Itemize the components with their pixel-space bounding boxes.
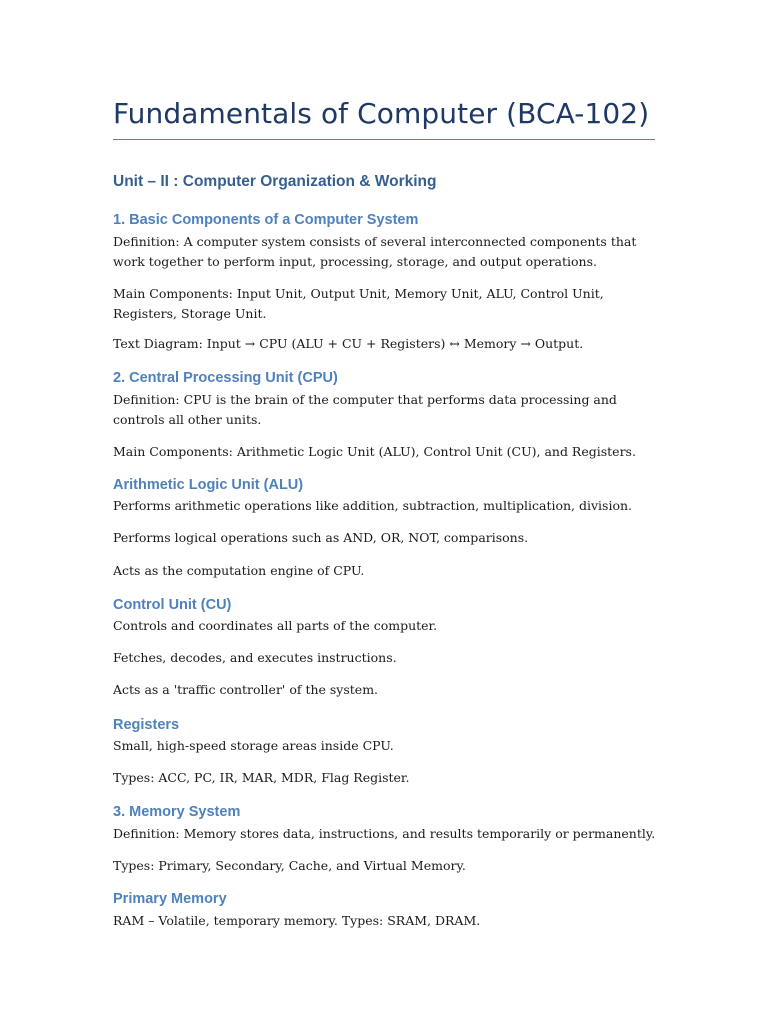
section-heading-cpu: 2. Central Processing Unit (CPU) <box>113 370 338 386</box>
paragraph-cpu-components: Main Components: Arithmetic Logic Unit (ALU), Control Unit (CU), and Registers. <box>113 444 636 459</box>
paragraph-definition-cpu: Definition: CPU is the brain of the computer that performs data processing and controls all other units. <box>113 392 617 427</box>
paragraph-text-diagram: Text Diagram: Input → CPU (ALU + CU + Registers) ↔ Memory → Output. <box>113 336 584 351</box>
paragraph-registers-types: Types: ACC, PC, IR, MAR, MDR, Flag Register. <box>113 770 410 785</box>
paragraph-cu-fetches: Fetches, decodes, and executes instructions. <box>113 650 397 665</box>
section-heading-control-unit: Control Unit (CU) <box>113 597 232 613</box>
section-heading-alu: Arithmetic Logic Unit (ALU) <box>113 477 304 493</box>
document-title: Fundamentals of Computer (BCA-102) <box>113 97 650 130</box>
paragraph-definition-computer-system: Definition: A computer system consists of several interconnected components that work together to perform input, processing, storage, and output operations. <box>113 234 637 269</box>
section-heading-primary-memory: Primary Memory <box>113 891 227 907</box>
paragraph-primary-memory-ram: RAM – Volatile, temporary memory. Types: SRAM, DRAM. <box>113 913 481 928</box>
paragraph-alu-engine: Acts as the computation engine of CPU. <box>113 563 365 578</box>
paragraph-memory-types: Types: Primary, Secondary, Cache, and Virtual Memory. <box>113 858 466 873</box>
paragraph-registers-small: Small, high-speed storage areas inside CPU. <box>113 738 394 753</box>
paragraph-cu-controls: Controls and coordinates all parts of the computer. <box>113 618 438 633</box>
title-underline <box>113 139 655 140</box>
unit-heading: Unit – II : Computer Organization & Working <box>113 173 437 190</box>
section-heading-basic-components: 1. Basic Components of a Computer System <box>113 212 419 228</box>
paragraph-alu-arithmetic: Performs arithmetic operations like addition, subtraction, multiplication, division. <box>113 498 633 513</box>
paragraph-cu-traffic: Acts as a 'traffic controller' of the system. <box>113 682 379 697</box>
section-heading-memory-system: 3. Memory System <box>113 804 241 820</box>
section-heading-registers: Registers <box>113 717 180 733</box>
paragraph-alu-logical: Performs logical operations such as AND, OR, NOT, comparisons. <box>113 530 529 545</box>
paragraph-main-components: Main Components: Input Unit, Output Unit, Memory Unit, ALU, Control Unit, Registers, Storage Unit. <box>113 286 604 321</box>
paragraph-memory-definition: Definition: Memory stores data, instructions, and results temporarily or permanently. <box>113 826 656 841</box>
